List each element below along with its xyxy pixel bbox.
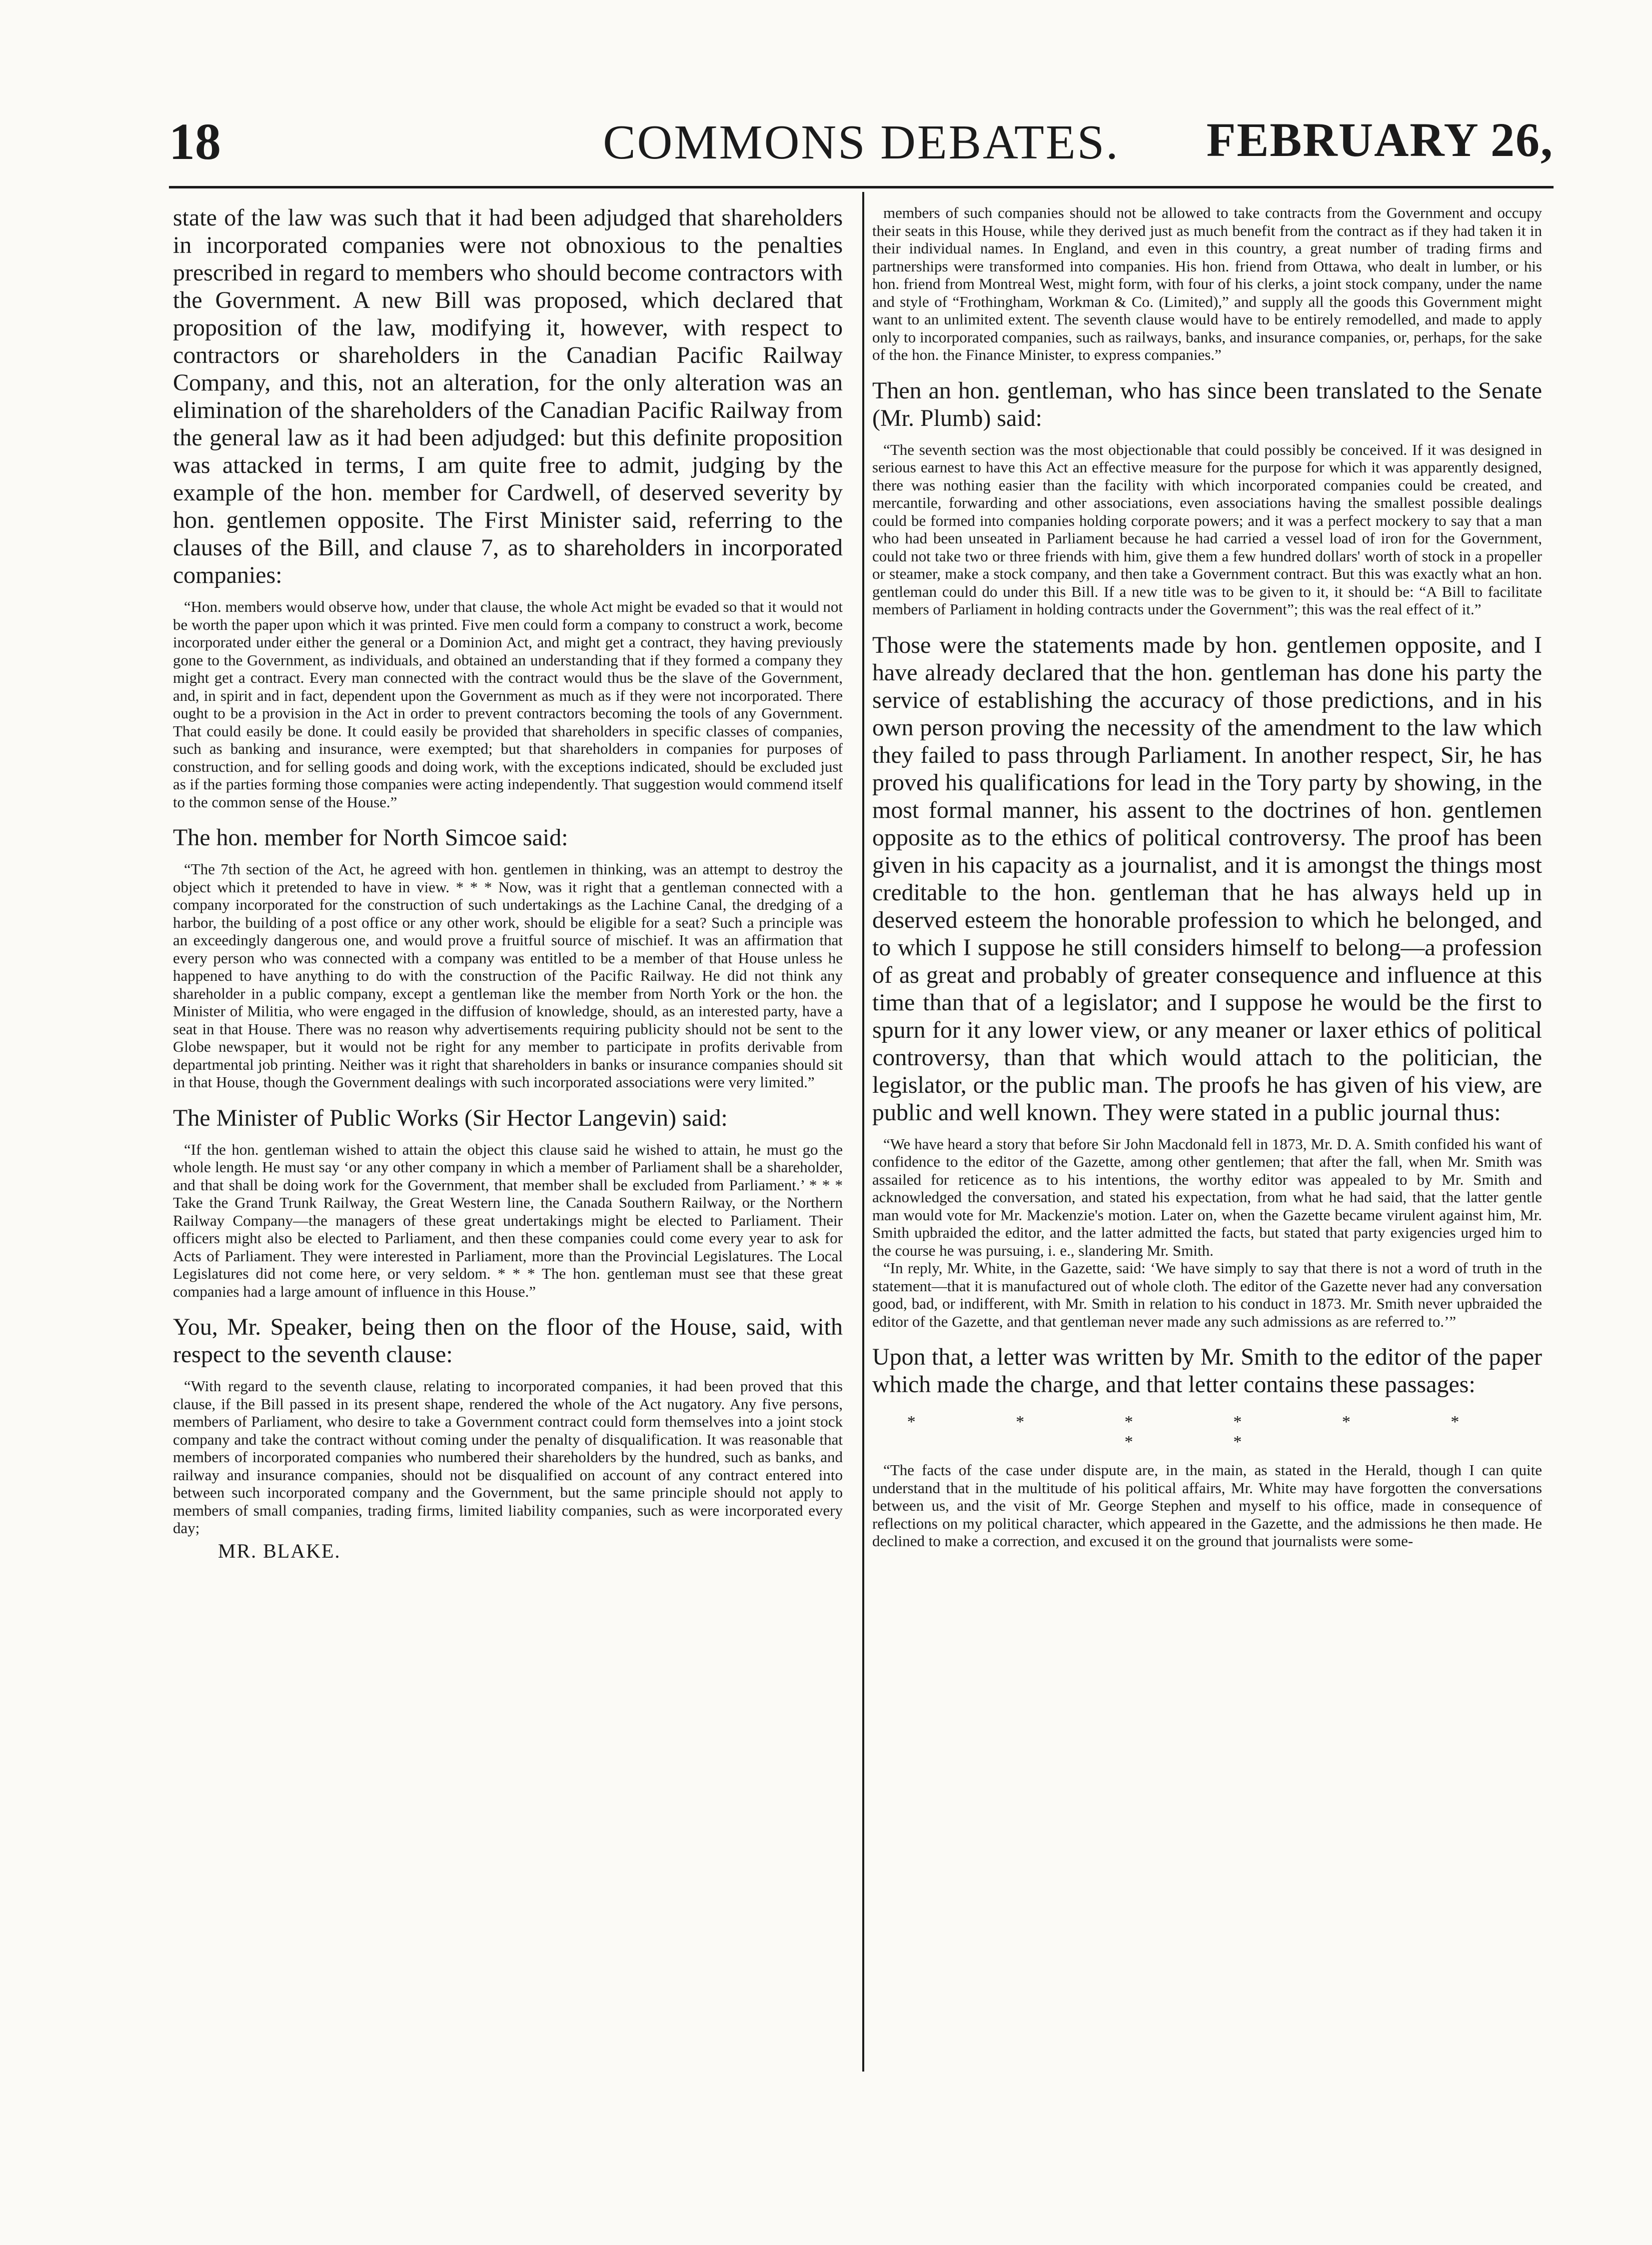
- body-paragraph: The Minister of Public Works (Sir Hector Langevin) said:: [173, 1104, 728, 1131]
- body-paragraph: Those were the statements made by hon. gentlemen opposite, and I have already declared that the hon. gentleman has done his party the service of establishing the accuracy of those predictions, and in his own person proving the necessity of the amendment to the law which they failed to pass through Parliament. In another respect, Sir, he has proved his qualifications for lead in the Tory party by showing, in the most formal manner, his assent to the doctrines of hon. gentlemen opposite as to the ethics of political controversy. The proof has been given in his capacity as a journalist, and it is amongst the things most creditable to the hon. gentleman that he has always held up in deserved esteem the honorable profession to which he belonged, and to which I suppose he still considers himself to belong—a profession of as great and probably of greater consequence and influence at this time than that of a legislator; and I suppose he would be the first to spurn for it any lower view, or any meaner or laxer ethics of political controversy, than that which would attach to the politician, the legislator, or the public man. The proofs he has given of his view, are public and well known. They were stated in a public journal thus:: [872, 631, 1542, 1126]
- left-column: [173, 204, 843, 2074]
- body-paragraph: You, Mr. Speaker, being then on the floor of the House, said, with respect to the seventh clause:: [173, 1314, 843, 1368]
- body-paragraph: state of the law was such that it had been adjudged that shareholders in incorporated companies were not obnoxious to the penalties prescribed in regard to members who should become contractors with the Government. A new Bill was proposed, which declared that proposition of the law, modifying it, however, with respect to contractors or shareholders in the Canadian Pacific Railway Company, and this, not an alteration, for the only alteration was an elimination of the shareholders of the Canadian Pacific Railway from the general law as it had been adjudged: but this definite proposition was attacked in terms, I am quite free to admit, judging by the example of the hon. member for Cardwell, of deserved severity by hon. gentlemen opposite. The First Minister said, referring to the clauses of the Bill, and clause 7, as to shareholders in incorporated companies:: [173, 204, 843, 588]
- quotation: “Hon. members would observe how, under that clause, the whole Act might be evaded so that it would not be worth the paper upon which it was printed. Five men could form a company to construct a work, become incorporated under either the general or a Dominion Act, and might get a contract, they having previously gone to the Government, as individuals, and obtained an understanding that if they formed a company they might get a contract. Every man connected with the contract would thus be the slave of the Government, and, in spirit and in fact, dependent upon the Government as much as if they were not incorporated. There ought to be a provision in the Act in order to prevent contractors becoming the tools of any Government. That could easily be done. It could easily be provided that shareholders in specific classes of companies, such as banking and insurance, were exempted; but that shareholders in companies for purposes of construction, and for selling goods and doing work, with the exceptions indicated, should be excluded just as if the parties forming those companies were acting independently. That suggestion would commend itself to the common sense of the House.”: [173, 598, 843, 811]
- header-rule: [169, 186, 1554, 188]
- quotation: “The seventh section was the most objectionable that could possibly be conceived. If it was designed in serious earnest to have this Act an effective measure for the purpose for which it was apparently designed, there was nothing easier than the facility with which incorporated companies could be created, and mercantile, forwarding and other associations, even associations having the smallest possible dealings could be formed into companies holding corporate powers; and it was a perfect mockery to say that a man who had been unseated in Parliament because he had carried a vessel load of iron for the Government, could not take two or three friends with him, give them a few hundred dollars' worth of stock in a propeller or steamer, make a stock company, and then take a Government contract. But this was exactly what an hon. gentleman could do under this Bill. If a new title was to be given to it, it should be: “A Bill to facilitate members of Parliament in holding contracts under the Government”; this was the real effect of it.”: [872, 440, 1542, 618]
- body-paragraph: Then an hon. gentleman, who has since been translated to the Senate (Mr. Plumb) said:: [872, 377, 1542, 431]
- body-paragraph: Upon that, a letter was written by Mr. Smith to the editor of the paper which made the charge, and that letter contains these passages:: [872, 1344, 1542, 1398]
- issue-date: FEBRUARY 26,: [1206, 113, 1554, 166]
- body-paragraph: The hon. member for North Simcoe said:: [173, 824, 568, 851]
- quotation: “If the hon. gentleman wished to attain the object this clause said he wished to attain, he must go the whole length. He must say ‘or any other company in which a member of Parliament shall be a shareholder, and that shall be doing work for the Government, that member shall be excluded from Parliament.’ * * * Take the Grand Trunk Railway, the Great Western line, the Canada Southern Railway, or the Northern Railway Company—the managers of these great undertakings might be elected to Parliament. Their officers might also be elected to Parliament, and then these companies could come every year to ask for Acts of Parliament. They were interested in Parliament, more than the Provincial Legislatures. The Local Legislatures did not come here, or very seldom. * * * The hon. gentleman must see that these great companies had a large amount of influence in this House.”: [173, 1140, 843, 1300]
- page-header: [169, 113, 1554, 181]
- speaker-signature: MR. BLAKE.: [218, 1539, 341, 1562]
- right-column: [872, 204, 1542, 2074]
- quotation: members of such companies should not be allowed to take contracts from the Government and occupy their seats in this House, while they derived just as much benefit from the contract as if they had taken it in their individual names. In England, and even in this country, a great number of trading firms and partnerships were transformed into companies. His hon. friend from Ottawa, who dealt in lumber, or his hon. friend from Montreal West, might form, with four of his clerks, a joint stock company, under the name and style of “Frothingham, Workman & Co. (Limited),” and supply all the goods this Government might want to an unlimited extent. The seventh clause would have to be entirely remodelled, and made to apply only to incorporated companies, such as railways, banks, and insurance companies, or, perhaps, for the sake of the hon. the Finance Minister, to express companies.”: [872, 204, 1542, 363]
- quotation: “We have heard a story that before Sir John Macdonald fell in 1873, Mr. D. A. Smith confided his want of confidence to the editor of the Gazette, among other gentlemen; that after the fall, when Mr. Smith was assailed for reticence as to his intentions, the worthy editor was appealed to by Mr. Smith and acknowledged the conversation, and stated his expectation, from what he had said, that the latter gentle man would vote for Mr. Mackenzie's motion. Later on, when the Gazette became virulent against him, Mr. Smith upbraided the editor, and the latter admitted the facts, but stated that party exigencies urged him to the course he was pursuing, i. e., slandering Mr. Smith.: [872, 1135, 1542, 1259]
- page-number: 18: [169, 113, 221, 170]
- column-divider: [862, 192, 864, 2072]
- ellipsis-dots: * * * * * * * *: [907, 1413, 1508, 1451]
- quotation: “The facts of the case under dispute are, in the main, as stated in the Herald, though I can quite understand that in the multitude of his political affairs, Mr. White may have forgotten the conversations between us, and the visit of Mr. George Stephen and myself to his office, made in consequence of reflections on my political character, which appeared in the Gazette, and the admissions he then made. He declined to make a correction, and excused it on the ground that journalists were some-: [872, 1461, 1542, 1550]
- publication-title: COMMONS DEBATES.: [603, 115, 1120, 169]
- quotation: “With regard to the seventh clause, relating to incorporated companies, it had been proved that this clause, if the Bill passed in its present shape, rendered the whole of the Act nugatory. Any five persons, members of Parliament, who desire to take a Government contract could form themselves into a joint stock company and take the contract without coming under the penalty of disqualification. It was reasonable that members of incorporated companies who numbered their shareholders by the hundred, such as banks, and railway and insurance companies, should not be disqualified on account of any contract entered into between such incorporated company and the Government, but the same principle should not apply to members of small companies, trading firms, limited liability companies, such as were incorporated every day;: [173, 1377, 843, 1537]
- quotation: “The 7th section of the Act, he agreed with hon. gentlemen in thinking, was an attempt to destroy the object which it pretended to have in view. * * * Now, was it right that a gentleman connected with a company incorporated for the construction of such undertakings as the Lachine Canal, the dredging of a harbor, the building of a post office or any other work, should be eligible for a seat? Such a principle was an exceedingly dangerous one, and would prove a fruitful source of mischief. It was an affirmation that every person who was connected with a company was entitled to be a member of that House unless he happened to have anything to do with the construction of the Pacific Railway. He did not think any shareholder in a public company, except a gentleman like the member from North York or the hon. the Minister of Militia, who were engaged in the diffusion of knowledge, should, as an interested party, have a seat in that House. There was no reason why advertisements requiring publicity should not be sent to the Globe newspaper, but it would not be right for any member to participate in profits derivable from departmental job printing. Neither was it right that shareholders in banks or insurance companies should sit in that House, though the Government dealings with such incorporated associations were very limited.”: [173, 860, 843, 1091]
- quotation: “In reply, Mr. White, in the Gazette, said: ‘We have simply to say that there is not a word of truth in the statement—that it is manufactured out of whole cloth. The editor of the Gazette never had any conversation good, bad, or indifferent, with Mr. Smith in relation to his conduct in 1873. Mr. Smith never upbraided the editor of the Gazette, and that gentleman never made any such admissions as are referred to.’”: [872, 1259, 1542, 1330]
